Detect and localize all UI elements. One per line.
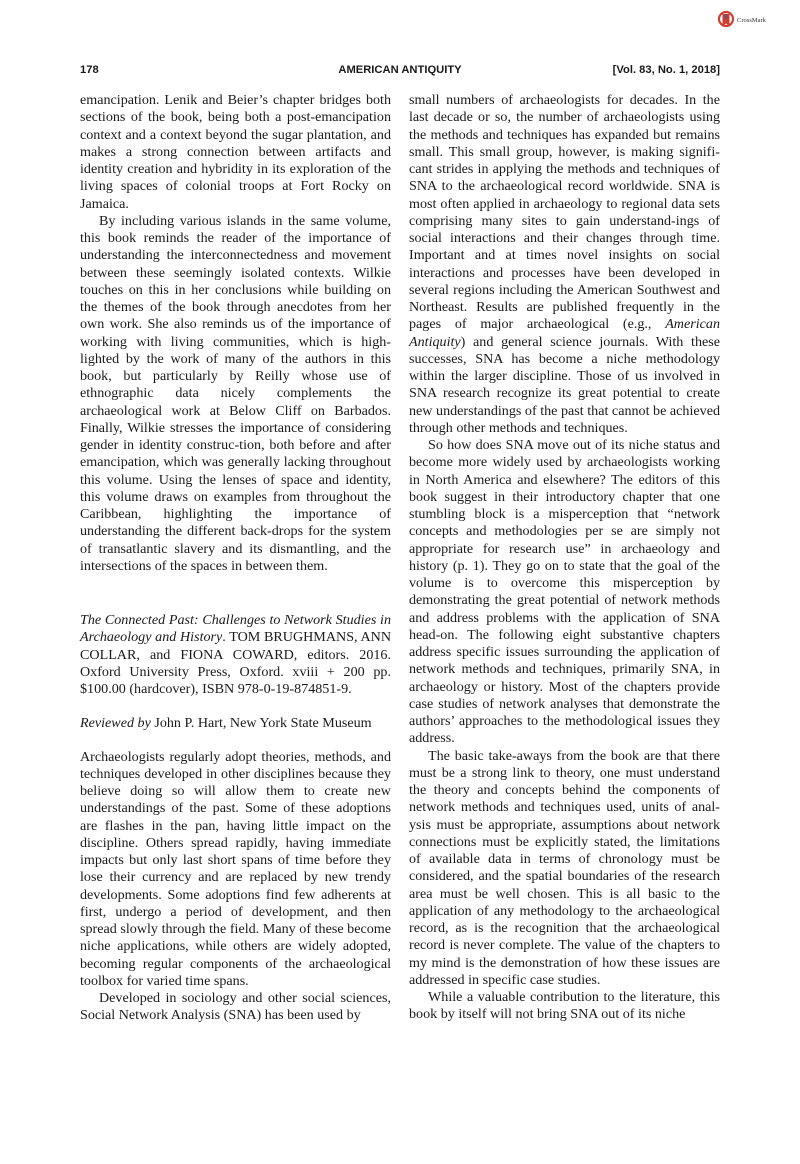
page-number: 178 bbox=[80, 64, 99, 76]
journal-title: AMERICAN ANTIQUITY bbox=[338, 64, 462, 76]
citation-details: . TOM BRUGHMANS, ANN COLLAR, and FIONA COWARD, editors. 2016. Oxford University Press, Oxford. xviii + 200 pp. $100.00 (hardcover), ISBN 978-0-19-874851-9. bbox=[80, 629, 391, 697]
paragraph: While a valuable contribution to the literature, this book by itself will not bring SNA out of its niche bbox=[409, 989, 720, 1023]
crossmark-label: CrossMark bbox=[737, 16, 766, 24]
paragraph: So how does SNA move out of its niche status and become more widely used by archaeologists working in North America and elsewhere? The editors of this book suggest in their introductory chapter that one stumbling block is a misperception that “network concepts and methodologies per se are simply not appropriate for research use” in archaeology and history (p. 1). They go on to state that the goal of the volume is to overcome this misperception by demonstrating the great potential of network methods and address problems with the application of SNA head-on. The following eight substantive chapters address specific issues surrounding the application of network methods and techniques, primarily SNA, in archaeology or history. Most of the chapters provide case studies of network analyses that demonstrate the authors’ approaches to the methodological issues they address. bbox=[409, 437, 720, 747]
review-citation bbox=[80, 612, 391, 698]
paragraph: Archaeologists regularly adopt theories, methods, and techniques developed in other disciplines because they believe doing so will allow them to create new understandings of the past. Some of these adoptions are flashes in the pan, having little impact on the discipline. Others spread rapidly, having immediate impacts but only last short spans of time before they lose their currency and are replaced by new trendy developments. Some adoptions find few adherents at first, undergo a period of development, and then spread slowly through the field. Many of these become niche applications, while others are widely adopted, becoming regular components of the archaeological toolbox for varied time spans. bbox=[80, 748, 391, 989]
paragraph-text: ) and general science journals. With these successes, SNA has become a niche methodology within the larger discipline. Those of us involved in SNA research recognize its great potential to create new understandings of the past that cannot be achieved through other methods and techniques. bbox=[409, 333, 720, 436]
spacer bbox=[80, 698, 391, 715]
paragraph: emancipation. Lenik and Beier’s chapter bridges both sections of the book, being both a post-emancipation context and a context beyond the sugar plantation, and makes a strong connection between artifacts and identity creation and hybridity in its exploration of the living spaces of colonial troops at Fort Rocky on Jamaica. bbox=[80, 92, 391, 212]
paragraph: Developed in sociology and other social sciences, Social Network Analysis (SNA) has been used by bbox=[80, 990, 391, 1024]
crossmark-badge[interactable] bbox=[718, 10, 766, 30]
reviewer-line bbox=[80, 715, 391, 732]
book-title: The Connected Past: Challenges to Network Studies in Archaeology and History bbox=[80, 612, 391, 646]
section-spacer bbox=[80, 575, 391, 612]
volume-info: [Vol. 83, No. 1, 2018] bbox=[612, 64, 720, 76]
paragraph-text: small numbers of archaeologists for decades. In the last decade or so, the number of archaeologists using the methods and techniques has expanded but remains small. This small group, however, is making signifi-cant strides in applying the methods and techniques of SNA to the archaeological record worldwide. SNA is most often applied in archaeology to regional data sets comprising many sites to gain understand-ings of social interactions and their changes through time. Important and at times novel insights on social interactions and processes have been developed in several regions including the American Southwest and Northeast. Results are published frequently in the pages of major archaeological (e.g., bbox=[409, 92, 720, 333]
paragraph: By including various islands in the same volume, this book reminds the reader of the importance of understanding the interconnectedness and movement between these seemingly isolated contexts. Wilkie touches on this in her conclusions while building on the themes of the book through anecdotes from her own work. She also reminds us of the importance of working with living communities, which is high-lighted by the work of many of the authors in this book, but particularly by Reilly whose use of ethnographic data nicely complements the archaeological work at Below Cliff on Barbados. Finally, Wilkie stresses the importance of considering gender in identity construc-tion, both before and after emancipation, which was generally lacking throughout this volume. Using the lenses of space and identity, this volume draws on examples from throughout the Caribbean, highlighting the importance of understanding the different back-drops for the system of transatlantic slavery and its dismantling, and the intersections of the spaces in between them. bbox=[80, 212, 391, 574]
crossmark-icon bbox=[718, 10, 734, 30]
paragraph: The basic take-aways from the book are that there must be a strong link to theory, one must understand the theory and concepts behind the components of network methods and techniques used, units of anal-ysis must be appropriate, assumptions about network connections must be explicitly stated, the limitations of available data in terms of chronology must be considered, and the spatial boundaries of the research area must be well chosen. This is all basic to the application of any methodology to the archaeological record, as is the recognition that the archaeological record is never complete. The value of the chapters to my mind is the demonstration of how these issues are addressed in specific case studies. bbox=[409, 747, 720, 988]
journal-reference: American Antiquity bbox=[409, 316, 720, 350]
reviewer-name: John P. Hart, New York State Museum bbox=[150, 715, 372, 732]
reviewed-by-label: Reviewed by bbox=[80, 715, 151, 732]
right-column bbox=[409, 92, 720, 1024]
left-column bbox=[80, 92, 391, 1025]
running-head bbox=[80, 64, 720, 80]
spacer bbox=[80, 733, 391, 749]
paragraph bbox=[409, 92, 720, 437]
